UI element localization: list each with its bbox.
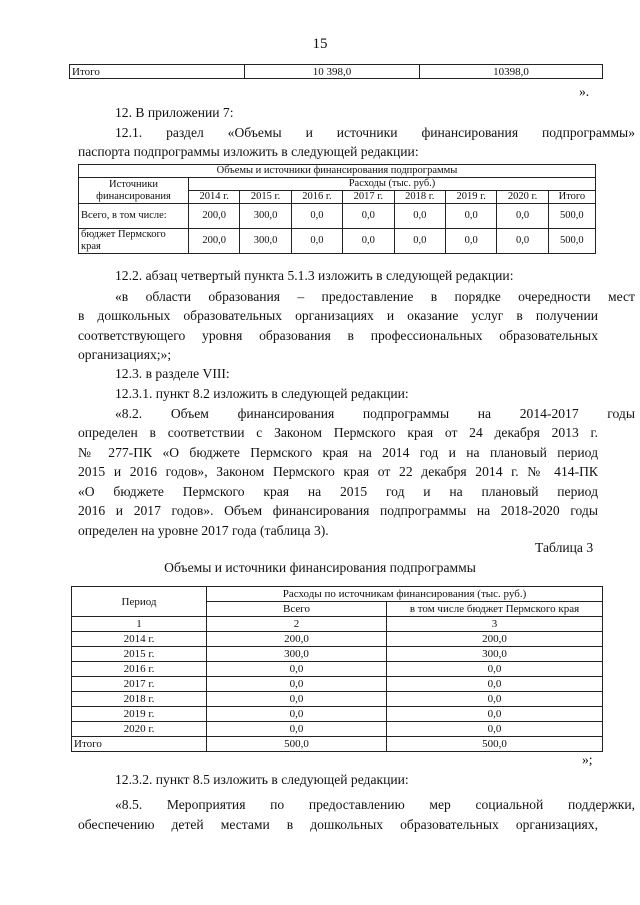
table3-caption: Объемы и источники финансирования подпрограммы bbox=[164, 560, 476, 575]
total-value-1: 10 398,0 bbox=[245, 65, 420, 79]
year-header: 2015 г. bbox=[240, 191, 291, 204]
total-row-label: Итого bbox=[72, 737, 207, 752]
period-cell: 2020 г. bbox=[72, 722, 207, 737]
period-cell: 2015 г. bbox=[72, 647, 207, 662]
paragraph-12: 12. В приложении 7: bbox=[115, 105, 234, 120]
budget-cell: 200,0 bbox=[387, 632, 603, 647]
paragraph-8-2-line: 2016 и 2017 годов». Объем финансирования подпрограммы на 2018-2020 годы bbox=[78, 503, 598, 518]
total-cell: 0,0 bbox=[207, 662, 387, 677]
paragraph-12-3: 12.3. в разделе VIII: bbox=[115, 366, 230, 381]
paragraph-12-1-line1: 12.1. раздел «Объемы и источники финансирования подпрограммы» bbox=[115, 125, 635, 140]
total-cell: 200,0 bbox=[207, 632, 387, 647]
period-header: Период bbox=[72, 587, 207, 617]
column-number: 1 bbox=[72, 617, 207, 632]
budget-cell: 0,0 bbox=[387, 677, 603, 692]
table-cell: 0,0 bbox=[291, 229, 342, 254]
table-row bbox=[72, 692, 603, 707]
budget-cell: 0,0 bbox=[387, 662, 603, 677]
table-cell: 200,0 bbox=[189, 204, 240, 229]
paragraph-12-2: 12.2. абзац четвертый пункта 5.1.3 изложить в следующей редакции: bbox=[115, 268, 514, 283]
row-label: бюджет Пермского края bbox=[79, 229, 189, 254]
year-header: 2020 г. bbox=[497, 191, 548, 204]
budget-cell: 300,0 bbox=[387, 647, 603, 662]
period-cell: 2014 г. bbox=[72, 632, 207, 647]
table-cell: 300,0 bbox=[240, 204, 291, 229]
table-row bbox=[79, 165, 596, 178]
total-cell: 0,0 bbox=[207, 707, 387, 722]
period-table bbox=[71, 586, 603, 752]
funding-table bbox=[78, 164, 596, 254]
column-number: 3 bbox=[387, 617, 603, 632]
period-cell: 2019 г. bbox=[72, 707, 207, 722]
table-row bbox=[72, 722, 603, 737]
total-cell: 0,0 bbox=[207, 677, 387, 692]
quote-line: «в области образования – предоставление в порядке очередности мест bbox=[115, 289, 635, 304]
budget-header: в том числе бюджет Пермского края bbox=[387, 602, 603, 617]
total-label: Итого bbox=[70, 65, 245, 79]
table-row bbox=[72, 737, 603, 752]
table-cell: 0,0 bbox=[497, 204, 548, 229]
paragraph-8-2-line: определен на уровне 2017 года (таблица 3). bbox=[78, 523, 329, 538]
year-header: Итого bbox=[548, 191, 595, 204]
table-cell: 0,0 bbox=[343, 229, 394, 254]
budget-cell: 0,0 bbox=[387, 722, 603, 737]
expenses-header: Расходы по источникам финансирования (тыс. руб.) bbox=[207, 587, 603, 602]
year-header: 2017 г. bbox=[343, 191, 394, 204]
paragraph-8-2-line: № 277-ПК «О бюджете Пермского края на 2014 год и на плановый период bbox=[78, 445, 598, 460]
total-cell: 0,0 bbox=[207, 692, 387, 707]
paragraph-12-3-1: 12.3.1. пункт 8.2 изложить в следующей редакции: bbox=[115, 386, 409, 401]
table-row bbox=[72, 662, 603, 677]
period-cell: 2018 г. bbox=[72, 692, 207, 707]
quote-line: в дошкольных образовательных организациях и оказание услуг в получении bbox=[78, 308, 598, 323]
table-cell: 0,0 bbox=[291, 204, 342, 229]
quote-close: »; bbox=[582, 752, 593, 767]
year-header: 2016 г. bbox=[291, 191, 342, 204]
table-cell: 300,0 bbox=[240, 229, 291, 254]
page-number: 15 bbox=[312, 36, 328, 52]
table-row bbox=[72, 677, 603, 692]
table-cell: 0,0 bbox=[445, 204, 496, 229]
total-value-2: 10398,0 bbox=[420, 65, 603, 79]
paragraph-8-2-line: определен в соответствии с Законом Пермского края от 24 декабря 2013 г. bbox=[78, 425, 598, 440]
table-cell: 200,0 bbox=[189, 229, 240, 254]
table-row bbox=[79, 204, 596, 229]
table-row bbox=[72, 617, 603, 632]
quote-line: соответствующего уровня образования в профессиональных образовательных bbox=[78, 328, 598, 343]
total-header: Всего bbox=[207, 602, 387, 617]
table3-label: Таблица 3 bbox=[535, 540, 594, 555]
paragraph-8-5-line: обеспечению детей местами в дошкольных образовательных организациях, bbox=[78, 817, 598, 832]
table-row bbox=[79, 229, 596, 254]
source-header: Источники финансирования bbox=[79, 178, 189, 204]
paragraph-8-2-line: «О бюджете Пермского края на 2015 год и на плановый период bbox=[78, 484, 598, 499]
table-row bbox=[72, 632, 603, 647]
expenses-header: Расходы (тыс. руб.) bbox=[189, 178, 596, 191]
table-cell: 0,0 bbox=[394, 229, 445, 254]
budget-cell: 0,0 bbox=[387, 692, 603, 707]
year-header: 2019 г. bbox=[445, 191, 496, 204]
period-cell: 2017 г. bbox=[72, 677, 207, 692]
table-cell: 500,0 bbox=[548, 204, 595, 229]
paragraph-8-5-line: «8.5. Мероприятия по предоставлению мер социальной поддержки, bbox=[115, 797, 635, 812]
quote-line: организациях;»; bbox=[78, 347, 172, 362]
budget-cell: 0,0 bbox=[387, 707, 603, 722]
year-header: 2018 г. bbox=[394, 191, 445, 204]
row-label: Всего, в том числе: bbox=[79, 204, 189, 229]
table-cell: 0,0 bbox=[394, 204, 445, 229]
table-row bbox=[70, 65, 603, 79]
table-cell: 0,0 bbox=[497, 229, 548, 254]
paragraph-8-2-line: 2015 и 2016 годов», Законом Пермского края от 22 декабря 2014 г. № 414-ПК bbox=[78, 464, 598, 479]
quote-close: ». bbox=[579, 84, 590, 99]
period-cell: 2016 г. bbox=[72, 662, 207, 677]
table-cell: 500,0 bbox=[548, 229, 595, 254]
table-cell: 0,0 bbox=[343, 204, 394, 229]
table-row bbox=[72, 707, 603, 722]
total-row-budget: 500,0 bbox=[387, 737, 603, 752]
funding-table-caption: Объемы и источники финансирования подпрограммы bbox=[79, 165, 596, 178]
previous-table-total bbox=[69, 64, 603, 79]
total-cell: 0,0 bbox=[207, 722, 387, 737]
paragraph-12-3-2: 12.3.2. пункт 8.5 изложить в следующей редакции: bbox=[115, 772, 409, 787]
year-header: 2014 г. bbox=[189, 191, 240, 204]
table-row bbox=[79, 178, 596, 191]
column-number: 2 bbox=[207, 617, 387, 632]
paragraph-12-1-line2: паспорта подпрограммы изложить в следующей редакции: bbox=[78, 144, 419, 159]
table-cell: 0,0 bbox=[445, 229, 496, 254]
total-cell: 300,0 bbox=[207, 647, 387, 662]
total-row-total: 500,0 bbox=[207, 737, 387, 752]
paragraph-8-2-line: «8.2. Объем финансирования подпрограммы на 2014-2017 годы bbox=[115, 406, 635, 421]
table-row bbox=[72, 587, 603, 602]
table-row bbox=[72, 647, 603, 662]
